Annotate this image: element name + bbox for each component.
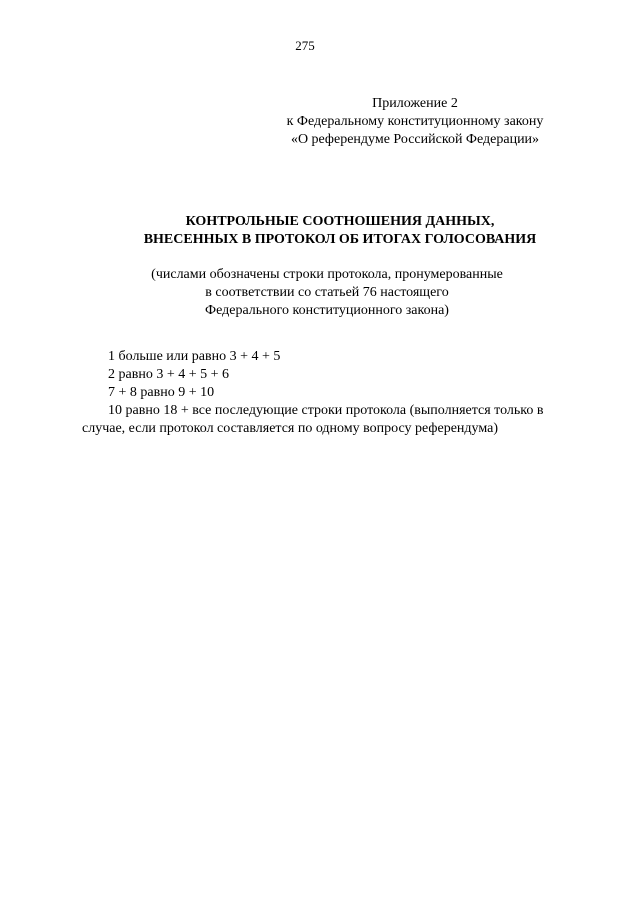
control-relations-list bbox=[82, 348, 582, 438]
relation-item: 1 больше или равно 3 + 4 + 5 bbox=[108, 349, 281, 364]
document-title bbox=[0, 213, 640, 249]
title-line-1: КОНТРОЛЬНЫЕ СООТНОШЕНИЯ ДАННЫХ, bbox=[185, 214, 495, 229]
appendix-header bbox=[260, 95, 570, 149]
appendix-law-title: «О референдуме Российской Федерации» bbox=[290, 132, 540, 147]
relation-item: 10 равно 18 + все последующие строки протокола (выполняется только в bbox=[108, 403, 544, 418]
relation-item: 2 равно 3 + 4 + 5 + 6 bbox=[108, 367, 230, 382]
page-number: 275 bbox=[295, 38, 315, 53]
appendix-label: Приложение 2 bbox=[372, 96, 458, 111]
subtitle-line-3: Федерального конституционного закона) bbox=[205, 303, 449, 318]
document-subtitle bbox=[0, 266, 640, 320]
relation-item-continuation: случае, если протокол составляется по одному вопросу референдума) bbox=[82, 421, 498, 436]
relation-item: 7 + 8 равно 9 + 10 bbox=[108, 385, 215, 400]
subtitle-line-1: (числами обозначены строки протокола, пронумерованные bbox=[151, 267, 503, 282]
appendix-law-reference: к Федеральному конституционному закону bbox=[286, 114, 544, 129]
title-line-2: ВНЕСЕННЫХ В ПРОТОКОЛ ОБ ИТОГАХ ГОЛОСОВАНИЯ bbox=[143, 232, 537, 247]
subtitle-line-2: в соответствии со статьей 76 настоящего bbox=[205, 285, 449, 300]
